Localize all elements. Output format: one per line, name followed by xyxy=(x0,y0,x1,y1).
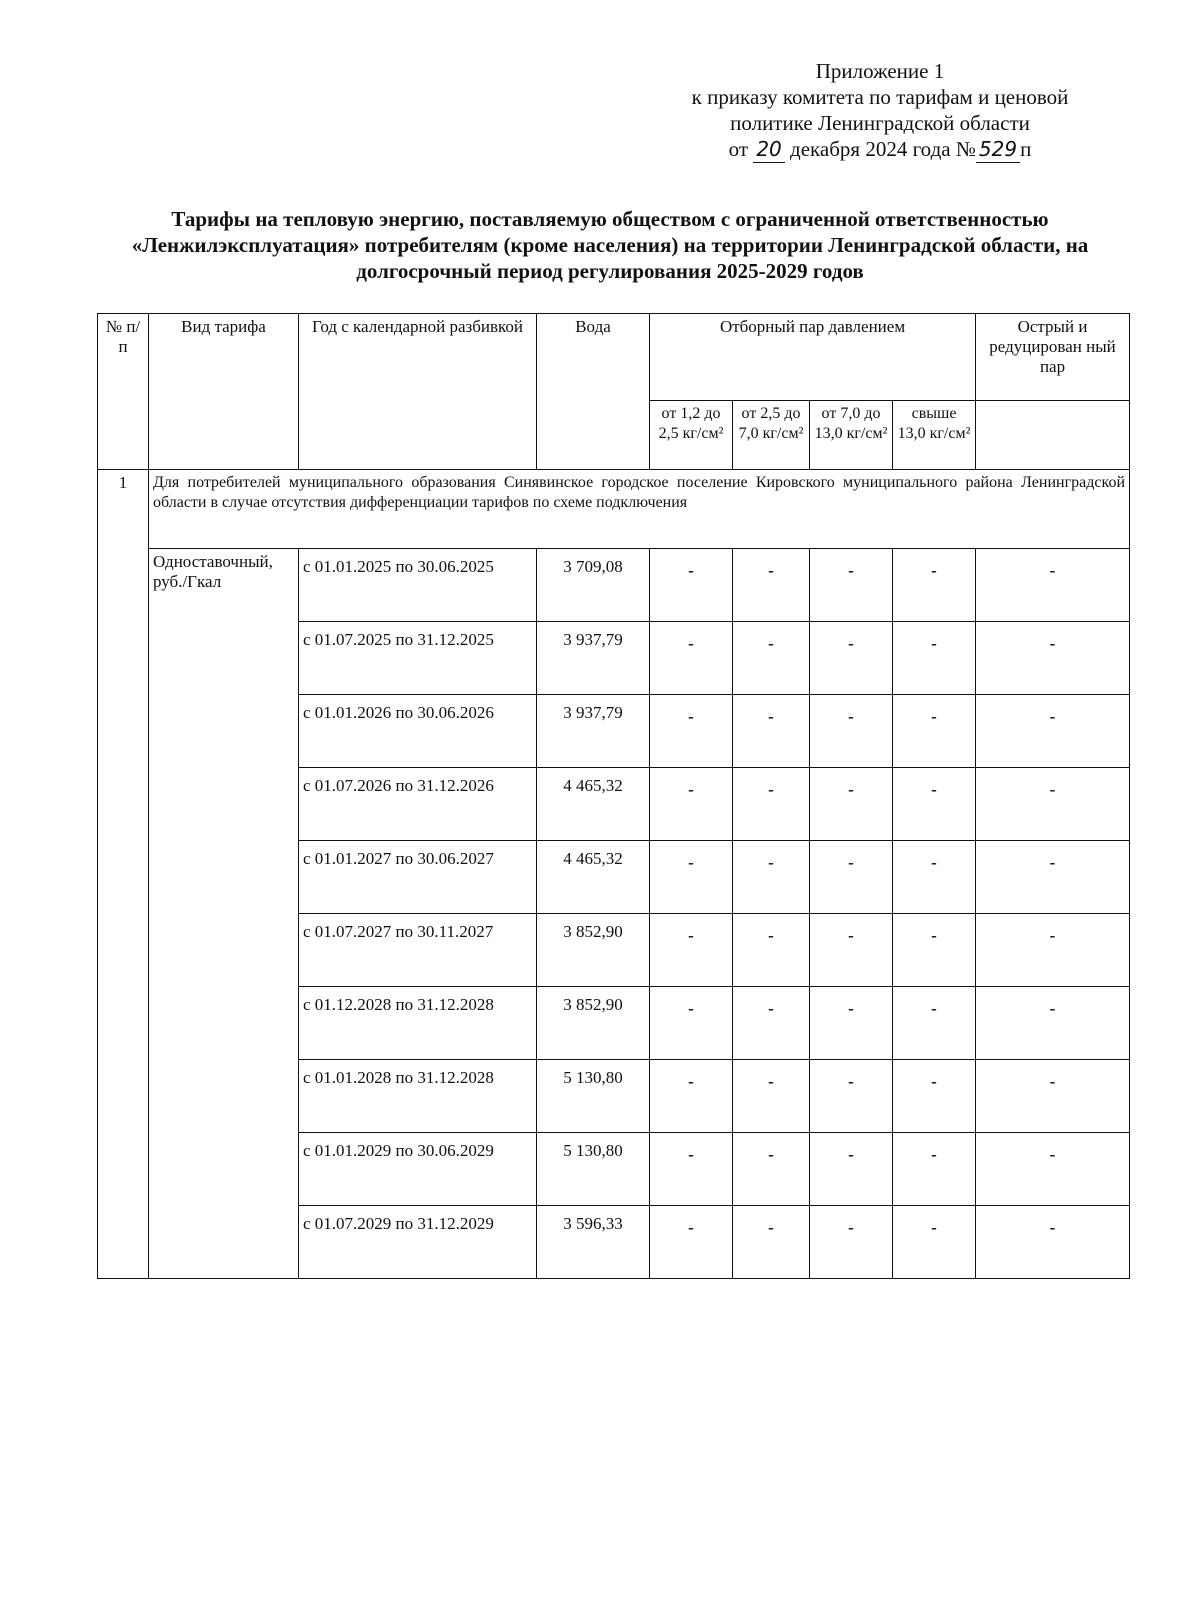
sharp-steam-cell: - xyxy=(976,1133,1130,1206)
pressure-1-cell: - xyxy=(650,1133,733,1206)
period-cell: с 01.07.2025 по 31.12.2025 xyxy=(299,622,537,695)
pressure-1-cell: - xyxy=(650,914,733,987)
pressure-1-cell: - xyxy=(650,987,733,1060)
period-cell: с 01.01.2028 по 31.12.2028 xyxy=(299,1060,537,1133)
header-steam: Отборный пар давлением xyxy=(650,314,976,401)
pressure-4-cell: - xyxy=(893,914,976,987)
header-water: Вода xyxy=(537,314,650,470)
period-cell: с 01.07.2027 по 30.11.2027 xyxy=(299,914,537,987)
pressure-2-cell: - xyxy=(733,1206,810,1279)
header-pressure-4: свыше 13,0 кг/см² xyxy=(893,401,976,470)
period-cell: с 01.01.2026 по 30.06.2026 xyxy=(299,695,537,768)
pressure-1-cell: - xyxy=(650,1206,733,1279)
pressure-1-cell: - xyxy=(650,549,733,622)
period-cell: с 01.01.2025 по 30.06.2025 xyxy=(299,549,537,622)
tariff-table xyxy=(97,313,1130,1279)
sharp-steam-cell: - xyxy=(976,1206,1130,1279)
water-cell: 3 852,90 xyxy=(537,914,650,987)
header-pressure-2: от 2,5 до 7,0 кг/см² xyxy=(733,401,810,470)
water-cell: 4 465,32 xyxy=(537,768,650,841)
pressure-3-cell: - xyxy=(810,622,893,695)
water-cell: 4 465,32 xyxy=(537,841,650,914)
pressure-2-cell: - xyxy=(733,841,810,914)
sharp-steam-cell: - xyxy=(976,695,1130,768)
header-pressure-3: от 7,0 до 13,0 кг/см² xyxy=(810,401,893,470)
annex-date-prefix: от xyxy=(728,137,749,161)
water-cell: 5 130,80 xyxy=(537,1060,650,1133)
pressure-2-cell: - xyxy=(733,695,810,768)
pressure-4-cell: - xyxy=(893,1060,976,1133)
pressure-1-cell: - xyxy=(650,768,733,841)
pressure-4-cell: - xyxy=(893,622,976,695)
annex-line-2: к приказу комитета по тарифам и ценовой xyxy=(691,85,1069,109)
sharp-steam-cell: - xyxy=(976,914,1130,987)
annex-order-number: 529 xyxy=(976,136,1020,163)
pressure-3-cell: - xyxy=(810,768,893,841)
pressure-1-cell: - xyxy=(650,695,733,768)
pressure-3-cell: - xyxy=(810,1060,893,1133)
annex-line-1: Приложение 1 xyxy=(815,59,945,83)
section-number: 1 xyxy=(98,470,149,1279)
pressure-4-cell: - xyxy=(893,987,976,1060)
header-sharp-steam-empty xyxy=(976,401,1130,470)
pressure-2-cell: - xyxy=(733,549,810,622)
period-cell: с 01.07.2029 по 31.12.2029 xyxy=(299,1206,537,1279)
annex-line-3: политике Ленинградской области xyxy=(730,111,1030,135)
header-num: № п/п xyxy=(98,314,149,470)
annex-date-middle: декабря 2024 года № xyxy=(790,137,976,161)
annex-order-suffix: п xyxy=(1020,137,1032,161)
water-cell: 3 937,79 xyxy=(537,695,650,768)
pressure-2-cell: - xyxy=(733,1133,810,1206)
document-title: Тарифы на тепловую энергию, поставляемую обществом с ограниченной ответственностью «Ленжилэксплуатация» потребителям (кроме населения) на территории Ленинградской области, на долгосрочный период регулирования 2025-2029 годов xyxy=(131,207,1089,283)
pressure-2-cell: - xyxy=(733,622,810,695)
header-row-1 xyxy=(98,314,1130,401)
pressure-4-cell: - xyxy=(893,1206,976,1279)
pressure-3-cell: - xyxy=(810,695,893,768)
pressure-3-cell: - xyxy=(810,549,893,622)
sharp-steam-cell: - xyxy=(976,987,1130,1060)
sharp-steam-cell: - xyxy=(976,768,1130,841)
period-cell: с 01.01.2029 по 30.06.2029 xyxy=(299,1133,537,1206)
section-row xyxy=(98,470,1130,549)
pressure-2-cell: - xyxy=(733,914,810,987)
table-row xyxy=(98,549,1130,622)
annex-header xyxy=(640,58,1120,163)
annex-date-day: 20 xyxy=(753,136,784,163)
pressure-3-cell: - xyxy=(810,987,893,1060)
header-tariff-type: Вид тарифа xyxy=(149,314,299,470)
period-cell: с 01.01.2027 по 30.06.2027 xyxy=(299,841,537,914)
water-cell: 3 709,08 xyxy=(537,549,650,622)
pressure-2-cell: - xyxy=(733,768,810,841)
pressure-3-cell: - xyxy=(810,1206,893,1279)
sharp-steam-cell: - xyxy=(976,841,1130,914)
pressure-1-cell: - xyxy=(650,841,733,914)
pressure-3-cell: - xyxy=(810,914,893,987)
water-cell: 3 937,79 xyxy=(537,622,650,695)
annex-date-line xyxy=(640,136,1120,163)
section-description: Для потребителей муниципального образования Синявинское городское поселение Кировского муниципального района Ленинградской области в случае отсутствия дифференциации тарифов по схеме подключения xyxy=(149,470,1130,549)
pressure-2-cell: - xyxy=(733,1060,810,1133)
pressure-4-cell: - xyxy=(893,549,976,622)
pressure-3-cell: - xyxy=(810,841,893,914)
water-cell: 3 596,33 xyxy=(537,1206,650,1279)
header-period: Год с календарной разбивкой xyxy=(299,314,537,470)
header-sharp-steam: Острый и редуцирован ный пар xyxy=(976,314,1130,401)
period-cell: с 01.12.2028 по 31.12.2028 xyxy=(299,987,537,1060)
period-cell: с 01.07.2026 по 31.12.2026 xyxy=(299,768,537,841)
pressure-4-cell: - xyxy=(893,841,976,914)
water-cell: 5 130,80 xyxy=(537,1133,650,1206)
pressure-1-cell: - xyxy=(650,622,733,695)
pressure-4-cell: - xyxy=(893,1133,976,1206)
sharp-steam-cell: - xyxy=(976,1060,1130,1133)
sharp-steam-cell: - xyxy=(976,622,1130,695)
sharp-steam-cell: - xyxy=(976,549,1130,622)
header-pressure-1: от 1,2 до 2,5 кг/см² xyxy=(650,401,733,470)
pressure-3-cell: - xyxy=(810,1133,893,1206)
water-cell: 3 852,90 xyxy=(537,987,650,1060)
pressure-4-cell: - xyxy=(893,695,976,768)
pressure-4-cell: - xyxy=(893,768,976,841)
pressure-1-cell: - xyxy=(650,1060,733,1133)
tariff-type-cell: Одноставочный, руб./Гкал xyxy=(149,549,299,1279)
pressure-2-cell: - xyxy=(733,987,810,1060)
